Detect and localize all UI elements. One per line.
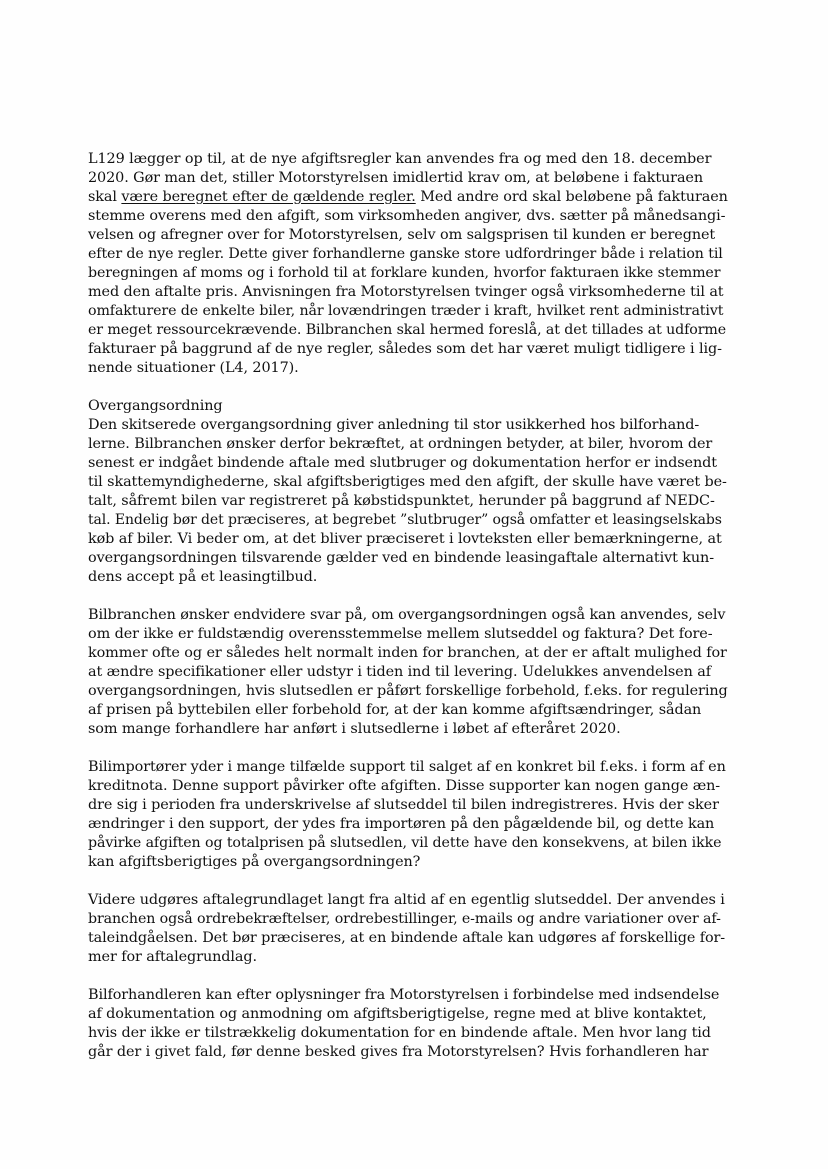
text-line: at ændre specifikationer eller udstyr i tiden ind til levering. Udelukkes anvendelsen af [88, 664, 711, 680]
text-line: efter de nye regler. Dette giver forhandlerne ganske store udfordringer både i relation til [88, 246, 723, 262]
text-line: tal. Endelig bør det præciseres, at begrebet ”slutbruger” også omfatter et leasingselskabs [88, 512, 722, 528]
text-line: dens accept på et leasingtilbud. [88, 569, 318, 585]
text-line: kan afgiftsberigtiges på overgangsordningen? [88, 854, 421, 870]
text-line: talt, såfremt bilen var registreret på købstidspunktet, herunder på baggrund af NEDC- [88, 493, 715, 509]
underlined-text: være beregnet efter de gældende regler. [121, 189, 416, 205]
text-line: taleindgåelsen. Det bør præciseres, at en bindende aftale kan udgøres af forskellige for- [88, 930, 726, 946]
text-segment: Med andre ord skal beløbene på fakturaen [415, 189, 728, 205]
text-line: med den aftalte pris. Anvisningen fra Motorstyrelsen tvinger også virksomhederne til at [88, 284, 724, 300]
text-line: fakturaer på baggrund af de nye regler, således som det har været muligt tidligere i lig- [88, 341, 722, 357]
paragraph-spacer [88, 872, 708, 891]
text-line: senest er indgået bindende aftale med slutbruger og dokumentation herfor er indsendt [88, 455, 717, 471]
text-line: L129 lægger op til, at de nye afgiftsregler kan anvendes fra og med den 18. december [88, 151, 712, 167]
text-segment: skal [88, 189, 122, 205]
section-heading [88, 397, 708, 416]
text-line: køb af biler. Vi beder om, at det bliver præciseret i lovteksten eller bemærkningerne, at [88, 531, 722, 547]
paragraph-importer-support [88, 758, 726, 872]
text-line [88, 188, 728, 207]
paragraph-spacer [88, 587, 708, 606]
text-line: branchen også ordrebekræftelser, ordrebestillinger, e-mails og andre variationer over af- [88, 911, 721, 927]
text-line: overgangsordningen, hvis slutsedlen er påført forskellige forbehold, f.eks. for regulering [88, 683, 728, 699]
text-line: Den skitserede overgangsordning giver anledning til stor usikkerhed hos bilforhand- [88, 417, 700, 433]
text-line: kommer ofte og er således helt normalt inden for branchen, at der er aftalt mulighed for [88, 645, 727, 661]
text-line: overgangsordningen tilsvarende gælder ved en bindende leasingaftale alternativt kun- [88, 550, 714, 566]
text-line: om der ikke er fuldstændig overensstemmelse mellem slutseddel og faktura? Det fore- [88, 626, 713, 642]
text-line: kreditnota. Denne support påvirker ofte afgiften. Disse supporter kan nogen gange æn- [88, 778, 721, 794]
text-line: beregningen af moms og i forhold til at forklare kunden, hvorfor fakturaen ikke stemmer [88, 265, 721, 281]
text-line: til skattemyndighederne, skal afgiftsberigtiges med den afgift, der skulle have været be- [88, 474, 727, 490]
text-line: hvis der ikke er tilstrækkelig dokumentation for en bindende aftale. Men hvor lang tid [88, 1025, 711, 1041]
text-line: ændringer i den support, der ydes fra importøren på den pågældende bil, og dette kan [88, 816, 715, 832]
text-line: omfakturere de enkelte biler, når lovændringen træder i kraft, hvilket rent administrativt [88, 303, 724, 319]
text-line: som mange forhandlere har anført i slutsedlerne i løbet af efteråret 2020. [88, 721, 621, 737]
text-line: af prisen på byttebilen eller forbehold for, at der kan komme afgiftsændringer, sådan [88, 702, 702, 718]
text-line: stemme overens med den afgift, som virksomheden angiver, dvs. sætter på månedsangi- [88, 208, 726, 224]
text-line: går der i givet fald, før denne besked gives fra Motorstyrelsen? Hvis forhandleren har [88, 1044, 709, 1060]
text-line: påvirke afgiften og totalprisen på slutsedlen, vil dette have den konsekvens, at bilen ikke [88, 835, 722, 851]
text-line: velsen og afregner over for Motorstyrelsen, selv om salgsprisen til kunden er beregnet [88, 227, 716, 243]
text-line: Bilforhandleren kan efter oplysninger fra Motorstyrelsen i forbindelse med indsendelse [88, 987, 720, 1003]
paragraph-spacer [88, 739, 708, 758]
text-line: Videre udgøres aftalegrundlaget langt fra altid af en egentlig slutseddel. Der anvendes i [88, 892, 725, 908]
heading-text: Overgangsordning [88, 398, 223, 414]
text-line: Bilbranchen ønsker endvidere svar på, om overgangsordningen også kan anvendes, selv [88, 607, 726, 623]
text-line: lerne. Bilbranchen ønsker derfor bekræftet, at ordningen betyder, at biler, hvorom der [88, 436, 713, 452]
paragraph-spacer [88, 378, 708, 397]
document-body [88, 150, 728, 1062]
text-line: er meget ressourcekrævende. Bilbranchen skal hermed foreslå, at det tillades at udforme [88, 322, 727, 338]
text-line: nende situationer (L4, 2017). [88, 360, 299, 376]
text-line: 2020. Gør man det, stiller Motorstyrelsen imidlertid krav om, at beløbene i fakturaen [88, 170, 704, 186]
paragraph-transition-scheme [88, 416, 727, 587]
paragraph-spacer [88, 967, 708, 986]
text-line: af dokumentation og anmodning om afgiftsberigtigelse, regne med at blive kontaktet, [88, 1006, 707, 1022]
paragraph-contract-deviation [88, 606, 728, 739]
paragraph-agreement-basis [88, 891, 726, 967]
paragraph-invoice-rules [88, 150, 728, 378]
text-line: Bilimportører yder i mange tilfælde support til salget af en konkret bil f.eks. i form af en [88, 759, 726, 775]
text-line: mer for aftalegrundlag. [88, 949, 257, 965]
text-line: dre sig i perioden fra underskrivelse af slutseddel til bilen indregistreres. Hvis der sker [88, 797, 719, 813]
paragraph-documentation-contact [88, 986, 720, 1062]
